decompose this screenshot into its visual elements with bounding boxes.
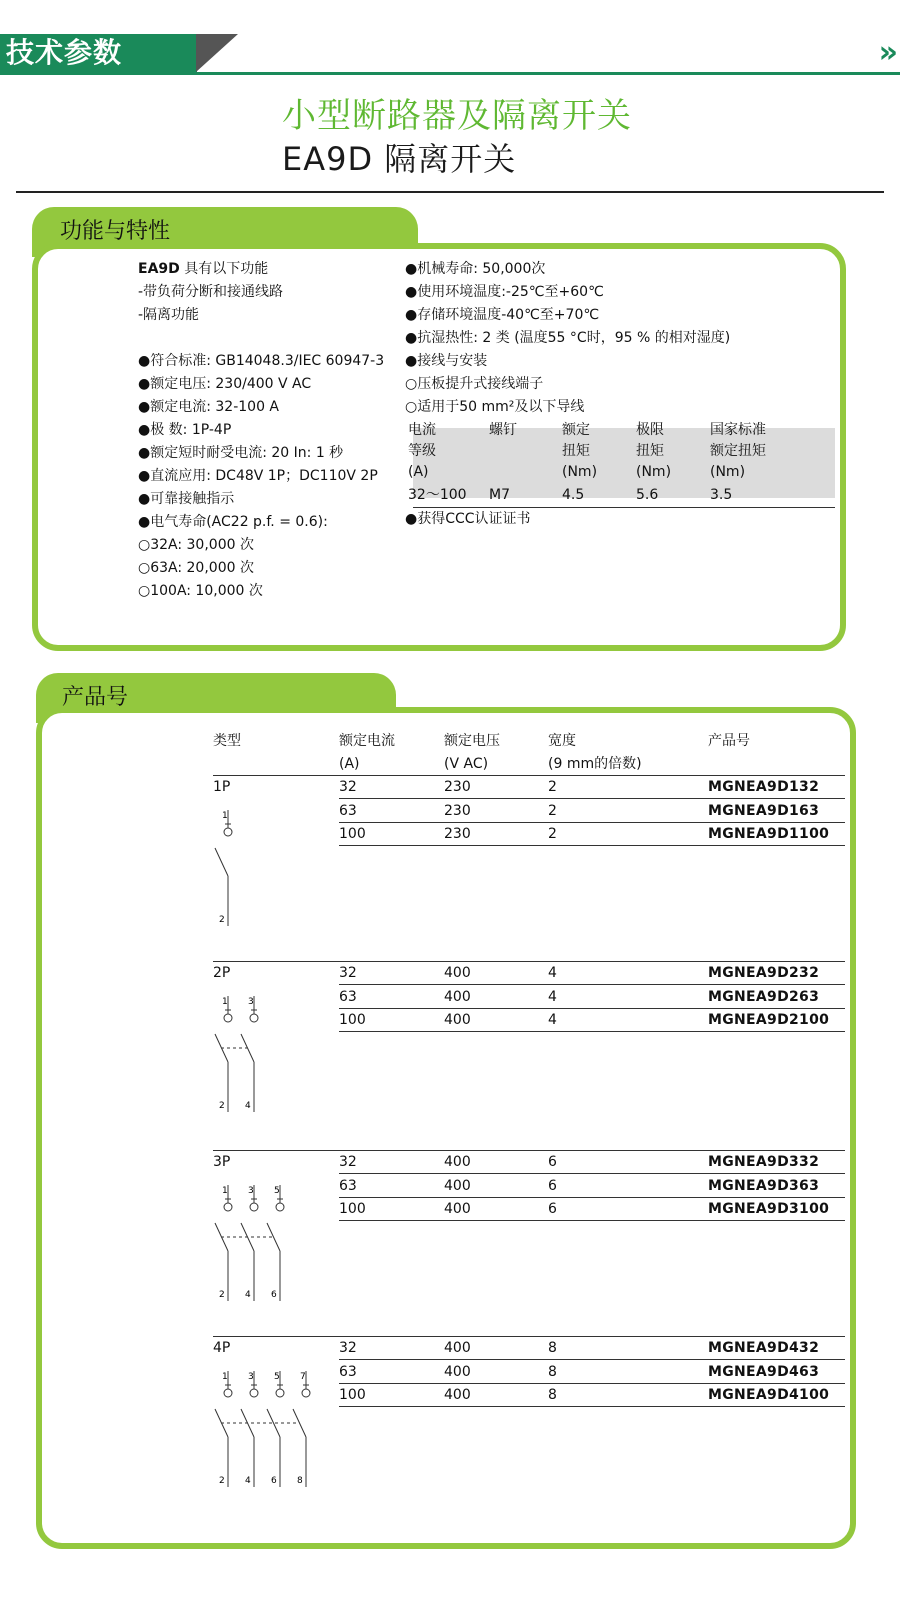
table-cell: 63 — [339, 988, 357, 1005]
feature-item: ●使用环境温度:-25℃至+60℃ — [405, 284, 604, 300]
group-rule — [213, 961, 845, 962]
product-code: MGNEA9D163 — [708, 802, 820, 819]
terminal-top-label: 5 — [274, 1372, 280, 1382]
table-cell: 32 — [339, 965, 357, 981]
table-cell: 8 — [548, 1387, 557, 1403]
feature-item: ●存储环境温度-40℃至+70℃ — [405, 307, 600, 323]
header-voltage: 额定电压 — [444, 733, 500, 749]
row-rule — [339, 1406, 845, 1407]
feature-item: -带负荷分断和接通线路 — [138, 284, 284, 300]
product-code: MGNEA9D332 — [708, 1154, 820, 1170]
terminal-bottom-label: 2 — [219, 1290, 225, 1300]
terminal-bottom-label: 2 — [219, 1101, 225, 1111]
switch-schematic-icon — [212, 798, 258, 928]
header-width-unit: (9 mm的倍数) — [548, 756, 642, 772]
feature-item: ●抗湿热性: 2 类 (温度55 °C时，95 % 的相对湿度) — [405, 330, 731, 346]
header-voltage-unit: (V AC) — [444, 756, 489, 772]
terminal-top-label: 7 — [300, 1372, 306, 1382]
torque-header-cell: 螺钉 — [489, 422, 517, 438]
torque-header-cell: 扭矩 — [636, 443, 664, 459]
table-cell: 6 — [548, 1201, 557, 1217]
table-cell: 4 — [548, 965, 557, 981]
row-rule — [339, 822, 845, 823]
table-cell: 2 — [548, 802, 557, 819]
table-cell: 4 — [548, 988, 557, 1005]
table-cell: 400 — [444, 1363, 471, 1380]
group-rule — [213, 1336, 845, 1337]
table-cell: 400 — [444, 1154, 471, 1170]
torque-header-cell: 额定 — [562, 422, 590, 438]
feature-item — [138, 327, 384, 350]
contact-circle — [250, 1203, 258, 1211]
table-cell: 400 — [444, 1387, 471, 1403]
product-code: MGNEA9D363 — [708, 1177, 820, 1194]
contact-circle — [276, 1389, 284, 1397]
table-cell: 32 — [339, 779, 357, 795]
feature-item: ●直流应用: DC48V 1P；DC110V 2P — [138, 468, 378, 484]
header-type: 类型 — [213, 733, 241, 749]
table-cell: 6 — [548, 1154, 557, 1170]
product-code: MGNEA9D2100 — [708, 1012, 830, 1028]
table-cell: 4 — [548, 1012, 557, 1028]
terminal-top-label: 1 — [222, 1372, 228, 1382]
row-rule — [339, 984, 845, 985]
pole-type-label: 4P — [213, 1340, 231, 1356]
pole-type-label: 3P — [213, 1154, 231, 1170]
switch-schematic-icon — [212, 1173, 310, 1303]
terminal-bottom-label: 6 — [271, 1476, 277, 1486]
product-code: MGNEA9D3100 — [708, 1201, 830, 1217]
banner-title: 技术参数 — [6, 36, 123, 69]
feature-item: ○100A: 10,000 次 — [138, 583, 263, 599]
table-cell: 400 — [444, 988, 471, 1005]
torque-cell: 3.5 — [710, 487, 733, 503]
table-cell: 63 — [339, 1363, 357, 1380]
torque-header-cell: (Nm) — [710, 464, 746, 480]
terminal-bottom-label: 6 — [271, 1290, 277, 1300]
table-cell: 100 — [339, 826, 366, 842]
feature-item: ●机械寿命: 50,000次 — [405, 261, 546, 277]
torque-header-cell: 国家标准 — [710, 422, 766, 438]
switch-blade — [215, 848, 228, 876]
pole-type-label: 2P — [213, 965, 231, 981]
table-cell: 400 — [444, 965, 471, 981]
torque-header-cell: (Nm) — [636, 464, 672, 480]
features-left-list — [138, 258, 384, 603]
table-cell: 230 — [444, 802, 471, 819]
terminal-bottom-label: 8 — [297, 1476, 303, 1486]
torque-cell: 32～100 — [408, 487, 467, 503]
header-banner — [0, 34, 900, 74]
contact-circle — [224, 828, 232, 836]
terminal-top-label: 3 — [248, 1186, 254, 1196]
torque-header-cell: 等级 — [408, 443, 436, 459]
product-code: MGNEA9D132 — [708, 779, 820, 795]
contact-circle — [224, 1389, 232, 1397]
row-rule — [339, 1008, 845, 1009]
table-cell: 400 — [444, 1201, 471, 1217]
torque-header-cell: (Nm) — [562, 464, 598, 480]
table-cell: 100 — [339, 1012, 366, 1028]
feature-item: ○32A: 30,000 次 — [138, 537, 254, 553]
pole-type-label: 1P — [213, 779, 231, 795]
contact-circle — [250, 1014, 258, 1022]
group-rule — [213, 775, 845, 776]
table-cell: 2 — [548, 779, 557, 795]
table-cell: 6 — [548, 1177, 557, 1194]
feature-item: ●符合标准: GB14048.3/IEC 60947-3 — [138, 353, 385, 369]
banner-rule — [0, 72, 900, 75]
table-cell: 2 — [548, 826, 557, 842]
feature-item: ○63A: 20,000 次 — [138, 560, 254, 576]
row-rule — [339, 1220, 845, 1221]
switch-schematic-icon — [212, 1359, 336, 1489]
table-cell: 32 — [339, 1340, 357, 1356]
row-rule — [339, 798, 845, 799]
feature-item: ●极 数: 1P-4P — [138, 422, 232, 438]
terminal-top-label: 1 — [222, 1186, 228, 1196]
torque-table-header — [413, 428, 835, 498]
features-right-list — [405, 258, 730, 419]
row-rule — [339, 1383, 845, 1384]
terminal-top-label: 1 — [222, 997, 228, 1007]
row-rule — [339, 1197, 845, 1198]
table-cell: 8 — [548, 1363, 557, 1380]
row-rule — [339, 1173, 845, 1174]
product-code: MGNEA9D432 — [708, 1340, 820, 1356]
torque-header-cell: 电流 — [408, 422, 436, 438]
feature-item: EA9D 具有以下功能 — [138, 261, 269, 277]
terminal-bottom-label: 4 — [245, 1290, 251, 1300]
table-cell: 100 — [339, 1201, 366, 1217]
row-rule — [339, 845, 845, 846]
page-title: 小型断路器及隔离开关 — [282, 96, 632, 136]
group-rule — [213, 1150, 845, 1151]
title-divider — [16, 191, 884, 193]
header-current: 额定电流 — [339, 733, 395, 749]
table-cell: 63 — [339, 802, 357, 819]
product-code: MGNEA9D263 — [708, 988, 820, 1005]
page-subtitle: EA9D 隔离开关 — [282, 140, 517, 178]
feature-item: ●接线与安装 — [405, 353, 488, 369]
product-code: MGNEA9D232 — [708, 965, 820, 981]
table-cell: 230 — [444, 826, 471, 842]
feature-item: ●额定电流: 32-100 A — [138, 399, 279, 415]
feature-item: ○适用于50 mm²及以下导线 — [405, 399, 585, 415]
table-cell: 400 — [444, 1012, 471, 1028]
table-cell: 400 — [444, 1340, 471, 1356]
terminal-top-label: 3 — [248, 1372, 254, 1382]
table-cell: 230 — [444, 779, 471, 795]
switch-schematic-icon — [212, 984, 284, 1114]
table-cell: 400 — [444, 1177, 471, 1194]
table-cell: 63 — [339, 1177, 357, 1194]
torque-cell: 5.6 — [636, 487, 659, 503]
product-code: MGNEA9D463 — [708, 1363, 820, 1380]
banner-wedge — [196, 34, 238, 72]
terminal-bottom-label: 2 — [219, 915, 225, 925]
row-rule — [339, 1359, 845, 1360]
feature-item: ●可靠接触指示 — [138, 491, 235, 507]
contact-circle — [224, 1014, 232, 1022]
features-section-title: 功能与特性 — [60, 219, 171, 244]
torque-header-cell: 扭矩 — [562, 443, 590, 459]
double-chevron-icon: » — [878, 35, 892, 70]
row-rule — [339, 1031, 845, 1032]
terminal-bottom-label: 2 — [219, 1476, 225, 1486]
switch-blade — [267, 1223, 280, 1251]
header-width: 宽度 — [548, 733, 576, 749]
table-cell: 32 — [339, 1154, 357, 1170]
feature-item: ●额定电压: 230/400 V AC — [138, 376, 312, 392]
switch-blade — [267, 1409, 280, 1437]
torque-cell: M7 — [489, 487, 510, 503]
ccc-note: ●获得CCC认证证书 — [405, 511, 531, 527]
terminal-top-label: 3 — [248, 997, 254, 1007]
feature-item: ●额定短时耐受电流: 20 In: 1 秒 — [138, 445, 344, 461]
table-cell: 100 — [339, 1387, 366, 1403]
feature-item: ●电气寿命(AC22 p.f. = 0.6): — [138, 514, 328, 530]
product-code: MGNEA9D4100 — [708, 1387, 830, 1403]
torque-header-cell: (A) — [408, 464, 429, 480]
contact-circle — [302, 1389, 310, 1397]
terminal-bottom-label: 4 — [245, 1476, 251, 1486]
terminal-top-label: 5 — [274, 1186, 280, 1196]
torque-header-cell: 极限 — [636, 422, 664, 438]
contact-circle — [224, 1203, 232, 1211]
products-section-title: 产品号 — [62, 685, 129, 710]
header-code: 产品号 — [708, 733, 750, 749]
table-cell: 8 — [548, 1340, 557, 1356]
torque-cell: 4.5 — [562, 487, 585, 503]
contact-circle — [250, 1389, 258, 1397]
feature-item: ○压板提升式接线端子 — [405, 376, 544, 392]
feature-item: -隔离功能 — [138, 307, 200, 323]
terminal-top-label: 1 — [222, 811, 228, 821]
torque-header-cell: 额定扭矩 — [710, 443, 766, 459]
terminal-bottom-label: 4 — [245, 1101, 251, 1111]
product-code: MGNEA9D1100 — [708, 826, 830, 842]
header-current-unit: (A) — [339, 756, 360, 772]
contact-circle — [276, 1203, 284, 1211]
